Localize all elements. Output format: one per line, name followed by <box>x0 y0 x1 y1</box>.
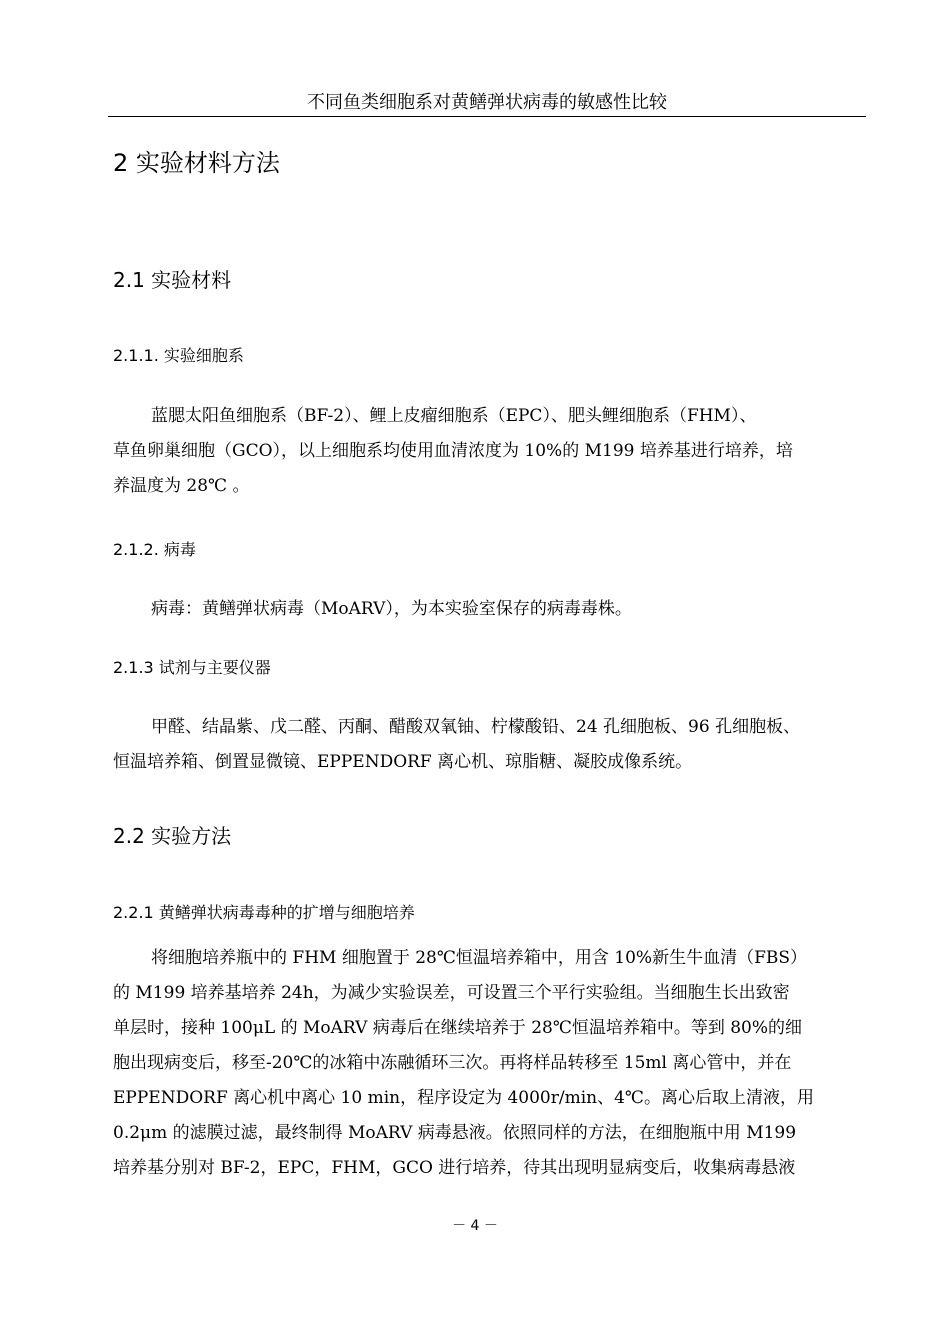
paragraph-virus <box>113 592 863 627</box>
paragraph-line: 胞出现病变后，移至-20℃的冰箱中冻融循环三次。再将样品转移至 15ml 离心管中，并在 <box>113 1053 792 1073</box>
paragraph-line: 将细胞培养瓶中的 FHM 细胞置于 28℃恒温培养箱中，用含 10%新生牛血清（FBS） <box>151 948 808 968</box>
paragraph-amplification <box>113 941 863 1186</box>
subsection-title-amplification: 2.2.1 黄鳝弹状病毒毒种的扩增与细胞培养 <box>113 903 415 922</box>
paragraph-line: 恒温培养箱、倒置显微镜、EPPENDORF 离心机、琼脂糖、凝胶成像系统。 <box>113 752 693 772</box>
running-header: 不同鱼类细胞系对黄鳝弹状病毒的敏感性比较 <box>307 92 667 113</box>
section-title-materials: 2.1 实验材料 <box>113 268 232 292</box>
paragraph-cell-lines <box>113 399 863 504</box>
subsection-title-virus: 2.1.2. 病毒 <box>113 540 196 559</box>
paragraph-reagents <box>113 710 863 780</box>
paragraph-line: 养温度为 28℃ 。 <box>113 476 250 496</box>
section-title-methods: 2.2 实验方法 <box>113 824 232 848</box>
header-rule <box>108 116 866 117</box>
page-number: － 4 － <box>452 1218 498 1234</box>
paragraph-line: 的 M199 培养基培养 24h，为减少实验误差，可设置三个平行实验组。当细胞生长出致密 <box>113 983 790 1003</box>
paragraph-line: 单层时，接种 100μL 的 MoARV 病毒后在继续培养于 28℃恒温培养箱中。等到 80%的细 <box>113 1018 803 1038</box>
subsection-title-reagents: 2.1.3 试剂与主要仪器 <box>113 658 271 677</box>
paragraph-line: 0.2μm 的滤膜过滤，最终制得 MoARV 病毒悬液。依照同样的方法，在细胞瓶中用 M199 <box>113 1123 797 1143</box>
paragraph-line: 培养基分别对 BF-2，EPC，FHM，GCO 进行培养，待其出现明显病变后，收集病毒悬液 <box>113 1158 796 1178</box>
chapter-title: 2 实验材料方法 <box>113 149 280 177</box>
paragraph-line: 甲醛、结晶紫、戊二醛、丙酮、醋酸双氧铀、柠檬酸铅、24 孔细胞板、96 孔细胞板、 <box>151 717 801 737</box>
paragraph-line: EPPENDORF 离心机中离心 10 min，程序设定为 4000r/min、4℃。离心后取上清液，用 <box>113 1088 814 1108</box>
subsection-title-cell-lines: 2.1.1. 实验细胞系 <box>113 346 244 365</box>
paragraph-line: 病毒：黄鳝弹状病毒（MoARV），为本实验室保存的病毒毒株。 <box>151 599 632 619</box>
paragraph-line: 蓝腮太阳鱼细胞系（BF-2）、鲤上皮瘤细胞系（EPC）、肥头鲤细胞系（FHM）、 <box>151 406 757 426</box>
paragraph-line: 草鱼卵巢细胞（GCO），以上细胞系均使用血清浓度为 10%的 M199 培养基进行培养，培 <box>113 441 793 461</box>
